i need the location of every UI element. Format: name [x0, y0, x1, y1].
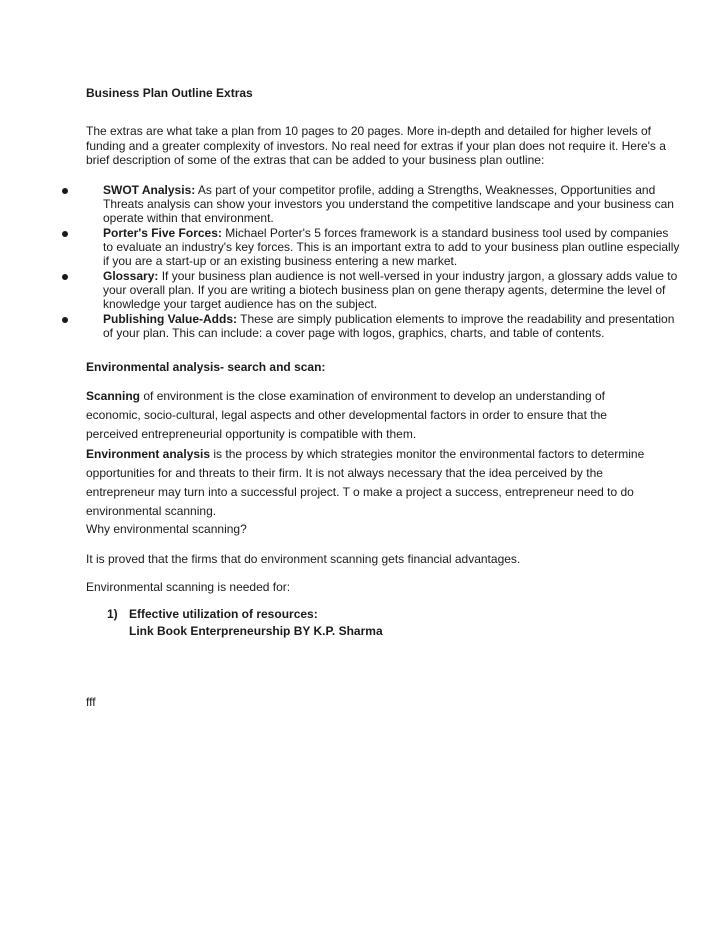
list-item [60, 269, 680, 311]
bullet-icon [62, 231, 68, 237]
scanning-term: Scanning [86, 389, 141, 403]
bullet-term: Porter's Five Forces: [103, 226, 222, 240]
needed-for-line: Environmental scanning is needed for: [86, 580, 291, 594]
bullet-term: Glossary: [103, 269, 159, 283]
env-analysis-text: is the process by which strategies monitor the environmental factors to determine opportunities for and threats to their firm. It is not always necessary that the idea perceived by the entrepreneur may turn into a successful project. T o make a project a success, entrepreneur need to do environmental scanning. [86, 447, 645, 518]
list-item [60, 226, 680, 268]
list-item [60, 183, 680, 225]
why-question: Why environmental scanning? [86, 522, 247, 536]
bullet-text: If your business plan audience is not well-versed in your industry jargon, a glossary adds value to your overall plan. If you are writing a biotech business plan on gene therapy agents, determine the level of knowledge your target audience has on the subject. [103, 269, 678, 311]
bullet-text: These are simply publication elements to improve the readability and presentation of your plan. This can include: a cover page with logos, graphics, charts, and table of contents. [103, 312, 675, 340]
env-analysis-paragraph [86, 445, 661, 521]
numbered-list-item [107, 606, 318, 623]
extras-list [60, 183, 680, 341]
bullet-icon [62, 188, 68, 194]
bullet-term: SWOT Analysis: [103, 183, 196, 197]
proved-statement: It is proved that the firms that do environment scanning gets financial advantages. [86, 552, 521, 566]
list-number: 1) [107, 607, 118, 621]
bullet-icon [62, 317, 68, 323]
list-item [60, 312, 680, 340]
list-label: Effective utilization of resources: [129, 607, 318, 621]
bullet-text: As part of your competitor profile, adding a Strengths, Weaknesses, Opportunities and Threats analysis can show your investors you understand the competitive landscape and your business can operate within that environment. [103, 183, 674, 225]
book-link-line: Link Book Enterpreneurship BY K.P. Sharma [129, 624, 383, 638]
section-heading: Environmental analysis- search and scan: [86, 360, 326, 374]
scanning-paragraph [86, 387, 661, 444]
env-analysis-term: Environment analysis [86, 447, 211, 461]
bullet-icon [62, 274, 68, 280]
bullet-term: Publishing Value-Adds: [103, 312, 238, 326]
footer-text: fff [86, 695, 96, 709]
document-title: Business Plan Outline Extras [86, 86, 253, 100]
bullet-text: Michael Porter's 5 forces framework is a standard business tool used by companies to evaluate an industry's key forces. This is an important extra to add to your business plan outline especially if you are a start-up or an existing business entering a new market. [103, 226, 680, 268]
intro-paragraph: The extras are what take a plan from 10 pages to 20 pages. More in-depth and detailed for higher levels of funding and a greater complexity of investors. No real need for extras if your plan does not require it. Here's a brief description of some of the extras that can be added to your business plan outline: [86, 124, 666, 167]
scanning-text: of environment is the close examination of environment to develop an understanding of economic, socio-cultural, legal aspects and other developmental factors in order to ensure that the perceived entrepreneurial opportunity is compatible with them. [86, 389, 607, 441]
